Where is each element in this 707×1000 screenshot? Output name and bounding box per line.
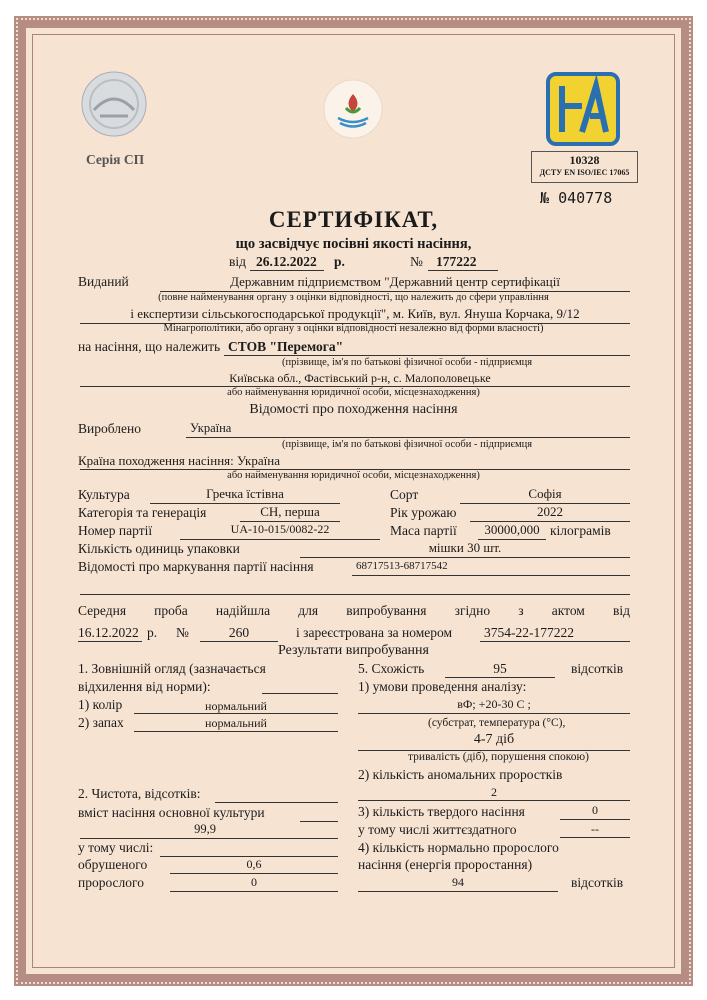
accreditation-standard: ДСТУ EN ISO/IEC 17065 <box>539 168 630 177</box>
certificate-date: 26.12.2022 <box>256 254 317 269</box>
act-number: 260 <box>228 625 250 640</box>
accreditation-box <box>531 151 638 183</box>
abnormal-value: 2 <box>491 785 497 799</box>
certificate-number: 177222 <box>436 254 477 269</box>
page-subtitle: що засвідчує посівні якості насіння, <box>235 236 472 252</box>
variety-value: Софія <box>528 486 562 501</box>
results-heading: Результати випробування <box>278 643 429 658</box>
accreditation-logo-icon <box>546 72 620 146</box>
hulled-value: 0,6 <box>246 857 262 871</box>
page-title: СЕРТИФІКАТ, <box>268 207 439 232</box>
produced-value: Україна <box>190 421 232 435</box>
sample-sentence: Середня проба надійшла для випробування згідно з актом від <box>78 603 630 618</box>
accreditation-number: 10328 <box>569 153 600 167</box>
mass-value: 30000,000 <box>484 522 540 537</box>
main-seed-value: 99,9 <box>194 822 216 836</box>
duration-value: 4-7 діб <box>473 732 515 747</box>
harvest-value: 2022 <box>537 504 563 519</box>
origin-heading: Відомості про походження насіння <box>249 402 458 417</box>
series-label: Серія СП <box>86 152 145 167</box>
hard-seed-value: 0 <box>592 803 598 817</box>
issuer-line2: і експертизи сільськогосподарської продукції", м. Київ, вул. Януша Корчака, 9/12 <box>130 306 580 321</box>
smell-value: нормальний <box>205 716 267 730</box>
hologram-seal-icon <box>80 70 148 138</box>
act-date: 16.12.2022 <box>78 625 139 640</box>
origin-country: Країна походження насіння: Україна <box>78 453 280 468</box>
conditions-value: вФ; +20-30 С ; <box>457 697 531 711</box>
ministry-emblem-icon <box>322 78 384 140</box>
registered-number: 3754-22-177222 <box>484 625 574 640</box>
serial-number: 040778 <box>558 189 613 207</box>
category-value: СН, перша <box>260 504 320 519</box>
lot-number-value: UA-10-015/0082-22 <box>230 522 330 536</box>
marking-value: 68717513-68717542 <box>356 560 448 572</box>
issuer-line1: Державним підприємством "Державний центр сертифікації <box>230 274 560 289</box>
certificate-page: Серія СП 10328 ДСТУ EN ISO/IEC 17065 № 040778 СЕРТИФІКАТ, що засвідчує посівні якості насіння, від 26.12.2022 р. № 177222 Виданий Державним підприємством "Державний центр сертифікації (повне найменування органу з оцінки відповідності, що належить до сфери управління і експертизи сільськогосподарської продукції", м. Київ, вул. Януша Корчака, 9/12 Мінагрополітики, або органу з оцінки відповідності незалежно від форми власності) на насіння, що належить СТОВ "Перемога" (прізвище, ім'я по батькові фізичної особи - підприємця Київська обл., Фастівський р-н, с. Малополовецьке або найменування юридичної особи, місцезнаходження) Відомості про походження насіння Вироблено Україна (прізвище, ім'я по батькові фізичної особи - підприємця Країна походження насіння: Україна або найменування юридичної особи, місцезнаходження) Культура Гречка їстівна Сорт Софія Категорія та генерація СН, перша Рік урожаю 2022 Номер партії UA-10-015/0082-22 Маса партії 30000,000 кілограмів Кількість одиниць упаковки мішки 30 шт. Відомості про маркування партії насіння 68717513-68717542 Середня проба надійшла для випробування згідно з актом від 16.12.2022 р. № 260 і зареєстрована за номером 3754-22-177222 Результати випробування 1. Зовнішній огляд (зазначається відхилення від норми): 1) колір нормальний 2) запах нормальний 2. Чистота, відсотків: вміст насіння основної культури 99,9 у тому числі: обрушеного 0,6 пророслого 0 5. Схожість 95 відсотків 1) умови проведення аналізу: вФ; +20-30 С ; (субстрат, температура (°С), 4-7 діб тривалість (діб), порушення спокою) 2) кількість аномальних проростків 2 3) кількість твердого насіння 0 у тому числі життєздатного -- 4) кількість нормально пророслого насіння (енергія проростання) 94 відсотків <box>0 0 707 1000</box>
germination-value: 95 <box>493 661 507 676</box>
normal-sprout-value: 94 <box>452 875 464 889</box>
culture-value: Гречка їстівна <box>206 486 284 501</box>
pack-value: мішки 30 шт. <box>428 540 502 555</box>
owner-address: Київська обл., Фастівський р-н, с. Малополовецьке <box>229 371 491 385</box>
owner-name: СТОВ "Перемога" <box>228 339 344 354</box>
viable-value: -- <box>591 822 599 836</box>
color-value: нормальний <box>205 699 267 713</box>
sprouted-value: 0 <box>251 875 257 889</box>
certificate-serial: № 040778 <box>540 189 613 207</box>
